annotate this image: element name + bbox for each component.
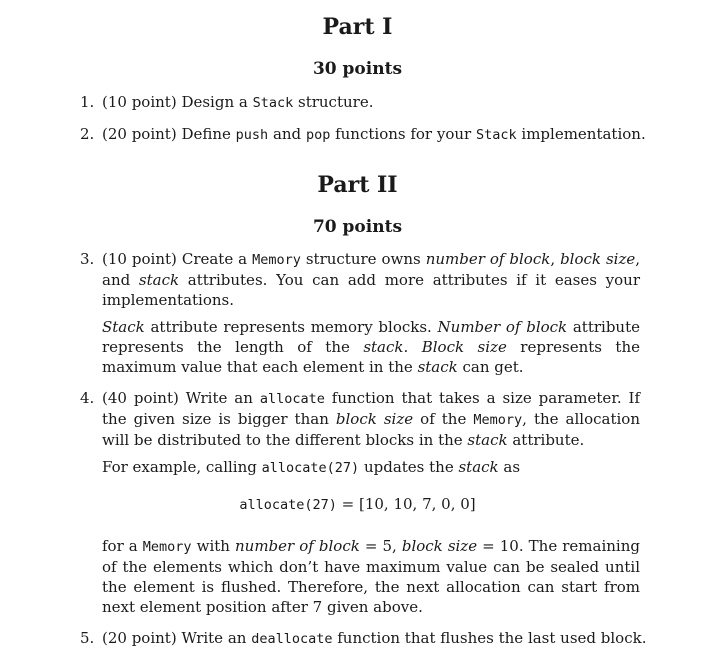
equation-code: allocate(27) — [239, 497, 337, 513]
q1-text-end: structure. — [293, 93, 374, 111]
q2-code-stack: Stack — [475, 127, 517, 143]
q2-text: (20 point) Define — [102, 125, 236, 143]
q5-code: deallocate — [251, 631, 333, 647]
question-3-number: 3. — [80, 250, 95, 268]
question-2 — [80, 124, 650, 145]
question-3 — [80, 249, 640, 377]
allocate-equation — [0, 495, 715, 513]
q3-paragraph-2: Stack attribute represents memory blocks. Number of block attribute represents the length of the stack. Block size represents the maximum value that each element in the stack can get. — [102, 318, 640, 376]
question-2-number: 2. — [80, 125, 95, 143]
q2-text-and: and — [268, 125, 306, 143]
equation-result: = [10, 10, 7, 0, 0] — [336, 495, 476, 513]
part2-points: 70 points — [312, 217, 403, 237]
part1-title: Part I — [322, 14, 393, 40]
question-4 — [80, 388, 640, 478]
q5-text: (20 point) Write an — [102, 629, 252, 647]
q3-paragraph-1: (10 point) Create a Memory structure owns number of block, block size, and stack attributes. You can add more attributes if it eases your implementations. — [102, 250, 641, 309]
q1-text: (10 point) Design a — [102, 93, 253, 111]
part2-title: Part II — [317, 172, 398, 198]
question-5 — [80, 628, 650, 649]
question-4-number: 4. — [80, 389, 95, 407]
q2-text-functions: functions for your — [330, 125, 476, 143]
q5-text-end: function that flushes the last used block. — [332, 629, 647, 647]
q2-text-end: implementation. — [516, 125, 646, 143]
question-5-number: 5. — [80, 629, 95, 647]
question-1-number: 1. — [80, 93, 95, 111]
q2-code-push: push — [235, 127, 269, 143]
part1-points: 30 points — [312, 59, 403, 79]
q4-paragraph-1: (40 point) Write an allocate function that takes a size parameter. If the given size is bigger than block size of the Memory, the allocation will be distributed to the different blocks in the stack attribute. — [102, 389, 640, 449]
q1-code: Stack — [252, 95, 294, 111]
q2-code-pop: pop — [305, 127, 331, 143]
q4-paragraph-2: For example, calling allocate(27) updates the stack as — [102, 458, 521, 476]
question-4-continued — [80, 536, 640, 617]
q4-paragraph-3: for a Memory with number of block = 5, block size = 10. The remaining of the elements which don’t have maximum value can be sealed until the element is flushed. Therefore, the next allocation can start from next element position after 7 given above. — [102, 537, 640, 616]
question-1 — [80, 92, 640, 113]
